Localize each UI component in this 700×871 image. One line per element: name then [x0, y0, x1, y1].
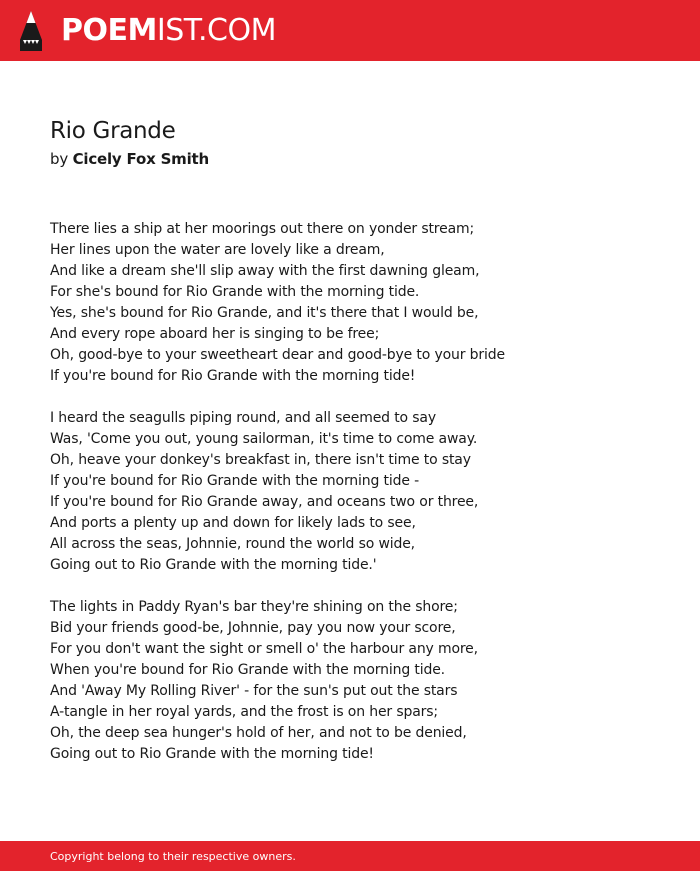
poem-line: If you're bound for Rio Grande with the morning tide -	[50, 473, 420, 489]
site-logo[interactable]	[61, 11, 276, 51]
byline-prefix: by	[50, 150, 68, 168]
poem-line: All across the seas, Johnnie, round the world so wide,	[50, 536, 415, 552]
poem-stanza	[50, 219, 670, 387]
poem-line: And every rope aboard her is singing to be free;	[50, 326, 380, 342]
poem-line: Going out to Rio Grande with the morning tide!	[50, 746, 374, 762]
poem-line: The lights in Paddy Ryan's bar they're shining on the shore;	[50, 599, 458, 615]
poem-line: If you're bound for Rio Grande away, and oceans two or three,	[50, 494, 479, 510]
poem-line: There lies a ship at her moorings out there on yonder stream;	[50, 221, 475, 237]
byline	[50, 148, 209, 170]
poem-line: A-tangle in her royal yards, and the frost is on her spars;	[50, 704, 438, 720]
poem-body	[50, 219, 670, 786]
poem-line: I heard the seagulls piping round, and all seemed to say	[50, 410, 436, 426]
logo-text-strong: POEM	[61, 13, 157, 48]
poem-line: If you're bound for Rio Grande with the morning tide!	[50, 368, 416, 384]
site-header	[0, 0, 700, 61]
logo-text-light: IST.COM	[156, 13, 276, 48]
poem-line: Oh, good-bye to your sweetheart dear and good-bye to your bride	[50, 347, 505, 363]
poem-stanza	[50, 408, 670, 576]
poem-title: Rio Grande	[50, 118, 176, 144]
poem-line: Her lines upon the water are lovely like a dream,	[50, 242, 385, 258]
poem-line: And 'Away My Rolling River' - for the sun's put out the stars	[50, 683, 458, 699]
poem-line: Oh, heave your donkey's breakfast in, there isn't time to stay	[50, 452, 471, 468]
poem-line: For you don't want the sight or smell o' the harbour any more,	[50, 641, 478, 657]
poem-line: And ports a plenty up and down for likely lads to see,	[50, 515, 416, 531]
poem-stanza	[50, 597, 670, 765]
poem-line: Going out to Rio Grande with the morning tide.'	[50, 557, 377, 573]
author-name: Cicely Fox Smith	[72, 150, 209, 168]
poem-line: And like a dream she'll slip away with the first dawning gleam,	[50, 263, 480, 279]
poem-line: When you're bound for Rio Grande with the morning tide.	[50, 662, 445, 678]
poem-line: Yes, she's bound for Rio Grande, and it's there that I would be,	[50, 305, 479, 321]
poem-line: Oh, the deep sea hunger's hold of her, and not to be denied,	[50, 725, 467, 741]
poem-line: Bid your friends good-be, Johnnie, pay you now your score,	[50, 620, 456, 636]
poem-line: Was, 'Come you out, young sailorman, it's time to come away.	[50, 431, 478, 447]
pencil-tip-icon[interactable]	[18, 10, 44, 52]
copyright-notice: Copyright belong to their respective owners.	[50, 850, 296, 863]
poem-line: For she's bound for Rio Grande with the morning tide.	[50, 284, 420, 300]
site-footer	[0, 841, 700, 871]
